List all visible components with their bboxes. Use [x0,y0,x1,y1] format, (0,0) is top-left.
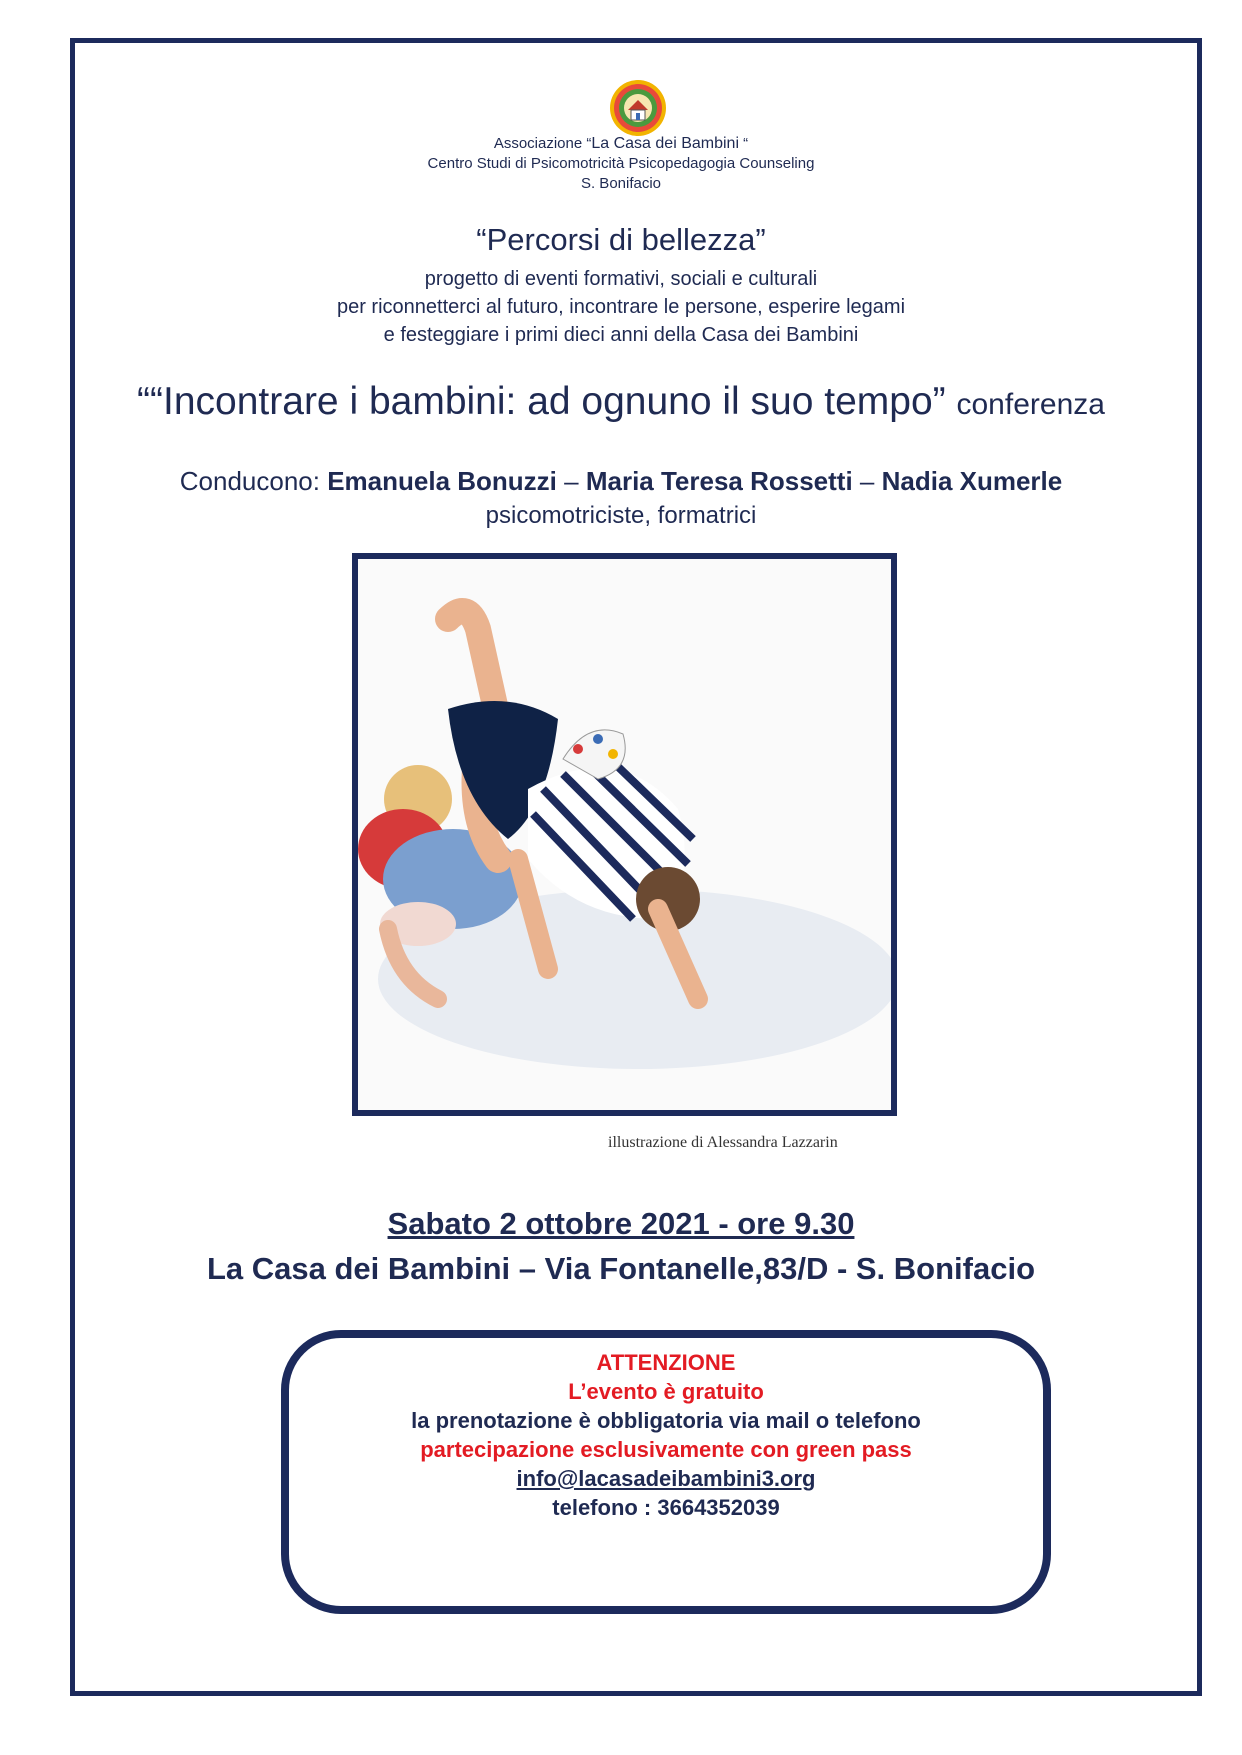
event-venue: La Casa dei Bambini – Via Fontanelle,83/D - S. Bonifacio [206,1251,1036,1286]
speaker-name: Nadia Xumerle [881,466,1063,496]
association-brand: La Casa dei Bambini [591,135,739,152]
illustration-credit: illustrazione di Alessandra Lazzarin [608,1134,838,1151]
illustration [352,553,897,1116]
speakers-line: Conducono: Emanuela Bonuzzi – Maria Teresa Rossetti – Nadia Xumerle [179,466,1063,496]
children-playing-illustration [358,559,891,1110]
association-study-center: Centro Studi di Psicomotricità Psicopedagogia Counseling [427,155,815,172]
notice-booking: la prenotazione è obbligatoria via mail o telefono [411,1408,921,1433]
contact-phone: telefono : 3664352039 [552,1495,780,1520]
project-description [0,265,1242,349]
conference-title [0,380,1242,424]
event-date: Sabato 2 ottobre 2021 - ore 9.30 [387,1206,855,1241]
project-title: “Percorsi di bellezza” [476,222,766,257]
notice-heading: ATTENZIONE [596,1350,736,1375]
conference-title-text: ““Incontrare i bambini: ad ognuno il suo tempo” [137,380,946,423]
association-name-line: Associazione “La Casa dei Bambini “ [493,135,749,152]
association-logo [608,78,668,138]
conference-kind: conferenza [956,388,1105,421]
project-description-line: e festeggiare i primi dieci anni della Casa dei Bambini [383,324,859,346]
association-header [0,134,1242,194]
project-description-line: per riconnetterci al futuro, incontrare le persone, esperire legami [336,296,906,318]
project-description-line: progetto di eventi formativi, sociali e culturali [424,268,818,290]
speakers-label: Conducono: [179,466,328,496]
speakers-roles: psicomotriciste, formatrici [485,502,757,529]
speaker-name: Emanuela Bonuzzi [327,466,557,496]
notice-box [281,1330,1051,1614]
speaker-name: Maria Teresa Rossetti [585,466,853,496]
contact-email-link[interactable]: info@lacasadeibambini3.org [516,1466,816,1491]
notice-green-pass: partecipazione esclusivamente con green pass [420,1437,912,1462]
notice-free-event: L’evento è gratuito [568,1379,764,1404]
association-city: S. Bonifacio [580,175,662,192]
